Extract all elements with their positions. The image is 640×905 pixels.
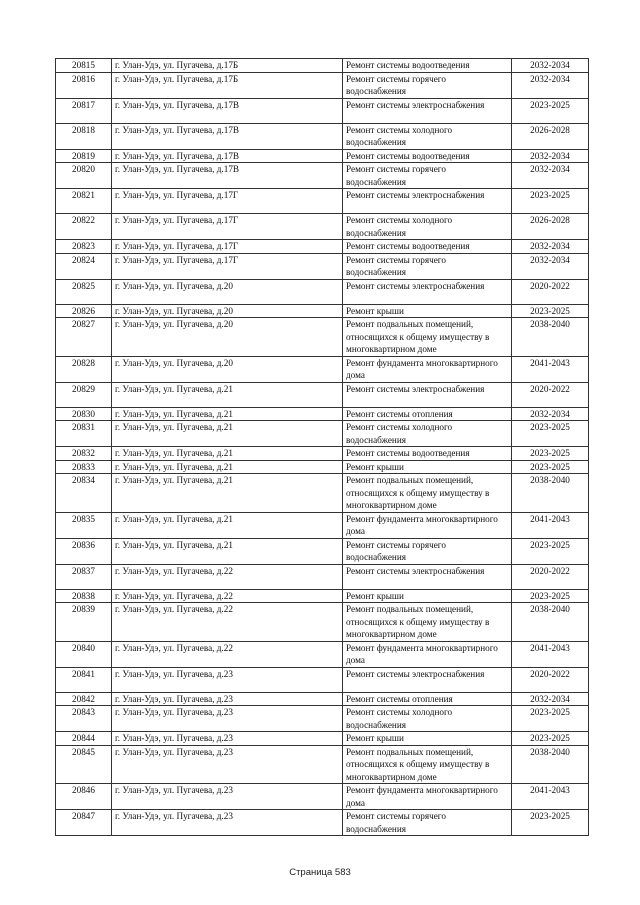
row-address: г. Улан-Удэ, ул. Пугачева, д.21 bbox=[112, 512, 343, 538]
table-row bbox=[56, 407, 589, 421]
row-period: 2023-2025 bbox=[512, 304, 589, 318]
row-address: г. Улан-Удэ, ул. Пугачева, д.21 bbox=[112, 538, 343, 564]
row-number: 20844 bbox=[56, 732, 112, 746]
row-number: 20840 bbox=[56, 641, 112, 667]
table-row bbox=[56, 745, 589, 784]
row-period: 2023-2025 bbox=[512, 189, 589, 214]
table-row bbox=[56, 123, 589, 149]
table-row bbox=[56, 564, 589, 589]
table-row bbox=[56, 706, 589, 732]
row-number: 20843 bbox=[56, 706, 112, 732]
row-number: 20841 bbox=[56, 667, 112, 692]
row-address: г. Улан-Удэ, ул. Пугачева, д.17Г bbox=[112, 253, 343, 279]
row-period: 2032-2034 bbox=[512, 72, 589, 98]
row-period: 2032-2034 bbox=[512, 692, 589, 706]
row-work-type: Ремонт фундамента многоквартирного дома bbox=[343, 641, 512, 667]
row-address: г. Улан-Удэ, ул. Пугачева, д.17В bbox=[112, 98, 343, 123]
table-row bbox=[56, 732, 589, 746]
row-address: г. Улан-Удэ, ул. Пугачева, д.23 bbox=[112, 810, 343, 836]
table-row bbox=[56, 603, 589, 642]
row-period: 2032-2034 bbox=[512, 240, 589, 254]
row-number: 20847 bbox=[56, 810, 112, 836]
row-work-type: Ремонт подвальных помещений, относящихся к общему имуществу в многоквартирном доме bbox=[343, 745, 512, 784]
row-number: 20820 bbox=[56, 163, 112, 189]
row-work-type: Ремонт фундамента многоквартирного дома bbox=[343, 512, 512, 538]
row-period: 2026-2028 bbox=[512, 123, 589, 149]
row-address: г. Улан-Удэ, ул. Пугачева, д.21 bbox=[112, 407, 343, 421]
row-number: 20835 bbox=[56, 512, 112, 538]
row-address: г. Улан-Удэ, ул. Пугачева, д.21 bbox=[112, 421, 343, 447]
row-period: 2041-2043 bbox=[512, 512, 589, 538]
row-period: 2038-2040 bbox=[512, 474, 589, 513]
row-period: 2038-2040 bbox=[512, 603, 589, 642]
row-period: 2023-2025 bbox=[512, 589, 589, 603]
row-address: г. Улан-Удэ, ул. Пугачева, д.23 bbox=[112, 692, 343, 706]
row-address: г. Улан-Удэ, ул. Пугачева, д.17Г bbox=[112, 214, 343, 240]
row-address: г. Улан-Удэ, ул. Пугачева, д.17Г bbox=[112, 240, 343, 254]
row-work-type: Ремонт крыши bbox=[343, 304, 512, 318]
row-period: 2041-2043 bbox=[512, 641, 589, 667]
row-work-type: Ремонт системы отопления bbox=[343, 407, 512, 421]
page-number: Страница 583 bbox=[289, 867, 351, 878]
row-period: 2020-2022 bbox=[512, 279, 589, 304]
table-row bbox=[56, 810, 589, 836]
table-row bbox=[56, 253, 589, 279]
table-row bbox=[56, 189, 589, 214]
row-work-type: Ремонт системы горячего водоснабжения bbox=[343, 810, 512, 836]
row-address: г. Улан-Удэ, ул. Пугачева, д.22 bbox=[112, 564, 343, 589]
row-address: г. Улан-Удэ, ул. Пугачева, д.17Б bbox=[112, 59, 343, 73]
row-address: г. Улан-Удэ, ул. Пугачева, д.20 bbox=[112, 318, 343, 357]
table-row bbox=[56, 784, 589, 810]
row-address: г. Улан-Удэ, ул. Пугачева, д.23 bbox=[112, 706, 343, 732]
table-row bbox=[56, 474, 589, 513]
table-row bbox=[56, 59, 589, 73]
row-address: г. Улан-Удэ, ул. Пугачева, д.17Г bbox=[112, 189, 343, 214]
row-period: 2032-2034 bbox=[512, 59, 589, 73]
table-row bbox=[56, 214, 589, 240]
row-address: г. Улан-Удэ, ул. Пугачева, д.20 bbox=[112, 279, 343, 304]
row-work-type: Ремонт крыши bbox=[343, 460, 512, 474]
row-period: 2038-2040 bbox=[512, 318, 589, 357]
row-number: 20834 bbox=[56, 474, 112, 513]
row-work-type: Ремонт крыши bbox=[343, 732, 512, 746]
row-period: 2026-2028 bbox=[512, 214, 589, 240]
table-row bbox=[56, 512, 589, 538]
table-row bbox=[56, 72, 589, 98]
row-number: 20836 bbox=[56, 538, 112, 564]
row-number: 20833 bbox=[56, 460, 112, 474]
row-work-type: Ремонт системы холодного водоснабжения bbox=[343, 706, 512, 732]
row-work-type: Ремонт системы горячего водоснабжения bbox=[343, 72, 512, 98]
table-row bbox=[56, 667, 589, 692]
table-row bbox=[56, 382, 589, 407]
row-period: 2023-2025 bbox=[512, 98, 589, 123]
row-period: 2041-2043 bbox=[512, 356, 589, 382]
row-period: 2023-2025 bbox=[512, 460, 589, 474]
table-row bbox=[56, 692, 589, 706]
row-work-type: Ремонт подвальных помещений, относящихся к общему имуществу в многоквартирном доме bbox=[343, 318, 512, 357]
row-number: 20842 bbox=[56, 692, 112, 706]
row-address: г. Улан-Удэ, ул. Пугачева, д.17В bbox=[112, 123, 343, 149]
row-number: 20815 bbox=[56, 59, 112, 73]
row-address: г. Улан-Удэ, ул. Пугачева, д.21 bbox=[112, 460, 343, 474]
row-number: 20828 bbox=[56, 356, 112, 382]
row-address: г. Улан-Удэ, ул. Пугачева, д.22 bbox=[112, 589, 343, 603]
row-number: 20837 bbox=[56, 564, 112, 589]
row-period: 2020-2022 bbox=[512, 667, 589, 692]
row-number: 20838 bbox=[56, 589, 112, 603]
row-address: г. Улан-Удэ, ул. Пугачева, д.17В bbox=[112, 163, 343, 189]
row-work-type: Ремонт системы холодного водоснабжения bbox=[343, 123, 512, 149]
table-row bbox=[56, 163, 589, 189]
row-number: 20822 bbox=[56, 214, 112, 240]
table-row bbox=[56, 460, 589, 474]
row-number: 20819 bbox=[56, 149, 112, 163]
row-number: 20821 bbox=[56, 189, 112, 214]
row-number: 20827 bbox=[56, 318, 112, 357]
table-row bbox=[56, 149, 589, 163]
row-address: г. Улан-Удэ, ул. Пугачева, д.22 bbox=[112, 641, 343, 667]
row-number: 20825 bbox=[56, 279, 112, 304]
row-number: 20824 bbox=[56, 253, 112, 279]
row-address: г. Улан-Удэ, ул. Пугачева, д.21 bbox=[112, 382, 343, 407]
table-row bbox=[56, 641, 589, 667]
row-work-type: Ремонт системы электроснабжения bbox=[343, 189, 512, 214]
row-address: г. Улан-Удэ, ул. Пугачева, д.21 bbox=[112, 474, 343, 513]
row-period: 2023-2025 bbox=[512, 810, 589, 836]
row-number: 20830 bbox=[56, 407, 112, 421]
row-work-type: Ремонт крыши bbox=[343, 589, 512, 603]
row-work-type: Ремонт системы холодного водоснабжения bbox=[343, 421, 512, 447]
row-number: 20817 bbox=[56, 98, 112, 123]
row-number: 20845 bbox=[56, 745, 112, 784]
row-work-type: Ремонт системы водоотведения bbox=[343, 59, 512, 73]
row-period: 2038-2040 bbox=[512, 745, 589, 784]
row-work-type: Ремонт системы водоотведения bbox=[343, 240, 512, 254]
row-period: 2023-2025 bbox=[512, 706, 589, 732]
row-number: 20839 bbox=[56, 603, 112, 642]
row-period: 2032-2034 bbox=[512, 149, 589, 163]
row-period: 2023-2025 bbox=[512, 538, 589, 564]
row-work-type: Ремонт подвальных помещений, относящихся к общему имуществу в многоквартирном доме bbox=[343, 603, 512, 642]
table-row bbox=[56, 447, 589, 461]
row-period: 2041-2043 bbox=[512, 784, 589, 810]
row-work-type: Ремонт фундамента многоквартирного дома bbox=[343, 784, 512, 810]
row-work-type: Ремонт системы электроснабжения bbox=[343, 564, 512, 589]
row-period: 2023-2025 bbox=[512, 421, 589, 447]
row-work-type: Ремонт системы электроснабжения bbox=[343, 382, 512, 407]
row-period: 2032-2034 bbox=[512, 163, 589, 189]
row-address: г. Улан-Удэ, ул. Пугачева, д.21 bbox=[112, 447, 343, 461]
row-work-type: Ремонт системы отопления bbox=[343, 692, 512, 706]
table-body bbox=[56, 59, 589, 836]
row-number: 20818 bbox=[56, 123, 112, 149]
table-row bbox=[56, 279, 589, 304]
row-address: г. Улан-Удэ, ул. Пугачева, д.20 bbox=[112, 304, 343, 318]
row-work-type: Ремонт системы электроснабжения bbox=[343, 279, 512, 304]
row-address: г. Улан-Удэ, ул. Пугачева, д.23 bbox=[112, 745, 343, 784]
row-period: 2020-2022 bbox=[512, 382, 589, 407]
row-period: 2023-2025 bbox=[512, 447, 589, 461]
row-number: 20816 bbox=[56, 72, 112, 98]
table-row bbox=[56, 98, 589, 123]
row-address: г. Улан-Удэ, ул. Пугачева, д.17В bbox=[112, 149, 343, 163]
row-address: г. Улан-Удэ, ул. Пугачева, д.23 bbox=[112, 667, 343, 692]
repair-schedule-table bbox=[55, 58, 589, 836]
row-period: 2020-2022 bbox=[512, 564, 589, 589]
row-work-type: Ремонт системы электроснабжения bbox=[343, 98, 512, 123]
table-row bbox=[56, 240, 589, 254]
row-number: 20846 bbox=[56, 784, 112, 810]
row-period: 2023-2025 bbox=[512, 732, 589, 746]
row-number: 20826 bbox=[56, 304, 112, 318]
row-address: г. Улан-Удэ, ул. Пугачева, д.20 bbox=[112, 356, 343, 382]
row-work-type: Ремонт подвальных помещений, относящихся к общему имуществу в многоквартирном доме bbox=[343, 474, 512, 513]
row-address: г. Улан-Удэ, ул. Пугачева, д.17Б bbox=[112, 72, 343, 98]
row-work-type: Ремонт фундамента многоквартирного дома bbox=[343, 356, 512, 382]
row-work-type: Ремонт системы горячего водоснабжения bbox=[343, 163, 512, 189]
table-row bbox=[56, 318, 589, 357]
row-number: 20823 bbox=[56, 240, 112, 254]
row-period: 2032-2034 bbox=[512, 407, 589, 421]
row-work-type: Ремонт системы водоотведения bbox=[343, 447, 512, 461]
row-work-type: Ремонт системы горячего водоснабжения bbox=[343, 538, 512, 564]
row-address: г. Улан-Удэ, ул. Пугачева, д.23 bbox=[112, 732, 343, 746]
row-number: 20831 bbox=[56, 421, 112, 447]
row-work-type: Ремонт системы водоотведения bbox=[343, 149, 512, 163]
row-number: 20832 bbox=[56, 447, 112, 461]
table-row bbox=[56, 421, 589, 447]
row-work-type: Ремонт системы холодного водоснабжения bbox=[343, 214, 512, 240]
table-row bbox=[56, 304, 589, 318]
row-address: г. Улан-Удэ, ул. Пугачева, д.23 bbox=[112, 784, 343, 810]
row-number: 20829 bbox=[56, 382, 112, 407]
row-address: г. Улан-Удэ, ул. Пугачева, д.22 bbox=[112, 603, 343, 642]
row-period: 2032-2034 bbox=[512, 253, 589, 279]
table-row bbox=[56, 356, 589, 382]
row-work-type: Ремонт системы электроснабжения bbox=[343, 667, 512, 692]
table-row bbox=[56, 589, 589, 603]
row-work-type: Ремонт системы горячего водоснабжения bbox=[343, 253, 512, 279]
table-row bbox=[56, 538, 589, 564]
